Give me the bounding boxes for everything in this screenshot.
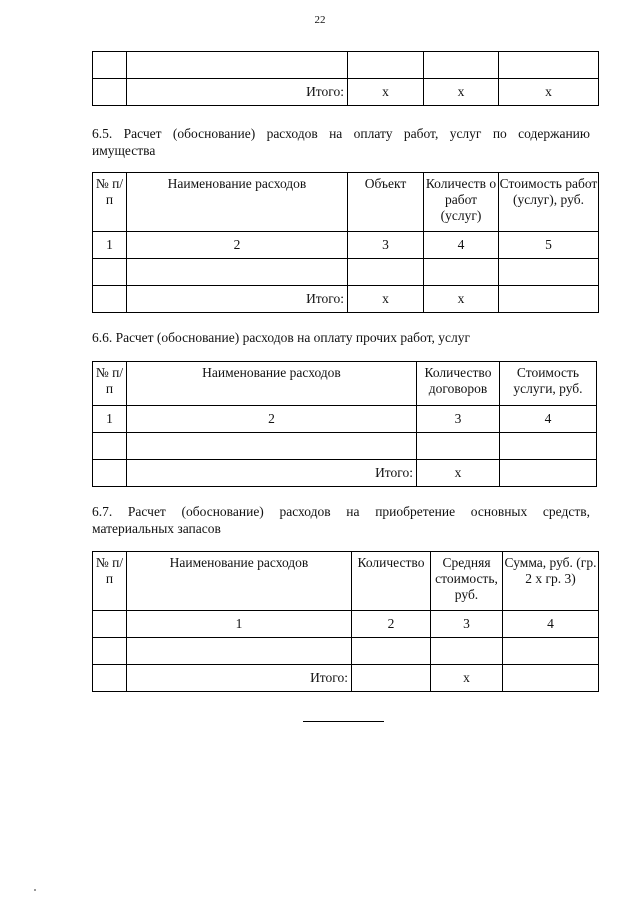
table-row xyxy=(93,259,599,286)
page-number: 22 xyxy=(314,14,326,26)
column-header: Стоимость услуги, руб. xyxy=(500,362,597,406)
table-total-row xyxy=(93,460,597,487)
column-header: Наименование расходов xyxy=(127,362,417,406)
column-header: № п/п xyxy=(93,173,127,232)
table-header-row xyxy=(93,552,599,611)
total-value: x xyxy=(348,79,424,106)
table-header-row xyxy=(93,362,597,406)
table-6-7 xyxy=(92,551,599,692)
total-label: Итого: xyxy=(127,286,348,313)
total-label: Итого: xyxy=(127,460,417,487)
section-6-5-heading-line1: 6.5. Расчет (обоснование) расходов на оплату работ, услуг по содержанию xyxy=(92,126,590,141)
table-row xyxy=(93,433,597,460)
table-6-6 xyxy=(92,361,597,487)
column-number: 1 xyxy=(93,232,127,259)
column-number: 3 xyxy=(348,232,424,259)
end-divider xyxy=(303,721,384,722)
total-value: x xyxy=(424,79,499,106)
table-total-row xyxy=(93,665,599,692)
column-number: 2 xyxy=(127,406,417,433)
column-number: 2 xyxy=(352,611,431,638)
column-header: № п/п xyxy=(93,552,127,611)
scan-speck xyxy=(34,889,36,891)
table-row xyxy=(93,638,599,665)
table-6-5 xyxy=(92,172,599,313)
total-value: x xyxy=(431,665,503,692)
table-total-row xyxy=(93,79,599,106)
column-number: 1 xyxy=(93,406,127,433)
table-top-continuation xyxy=(92,51,599,106)
section-6-6-heading: 6.6. Расчет (обоснование) расходов на оплату прочих работ, услуг xyxy=(92,330,470,345)
total-value: x xyxy=(499,79,599,106)
table-row xyxy=(93,52,599,79)
total-label: Итого: xyxy=(127,79,348,106)
column-number-row xyxy=(93,611,599,638)
total-value: x xyxy=(348,286,424,313)
section-6-7-heading xyxy=(92,503,590,537)
total-value: x xyxy=(417,460,500,487)
column-header: Количество договоров xyxy=(417,362,500,406)
table-total-row xyxy=(93,286,599,313)
column-number: 3 xyxy=(417,406,500,433)
column-number: 4 xyxy=(503,611,599,638)
total-label: Итого: xyxy=(127,665,352,692)
column-number: 4 xyxy=(424,232,499,259)
column-number: 2 xyxy=(127,232,348,259)
column-header: Объект xyxy=(348,173,424,232)
column-number: 5 xyxy=(499,232,599,259)
column-header: Сумма, руб. (гр. 2 x гр. 3) xyxy=(503,552,599,611)
column-header: Количеств о работ (услуг) xyxy=(424,173,499,232)
column-number-row xyxy=(93,406,597,433)
column-number-row xyxy=(93,232,599,259)
column-header: Наименование расходов xyxy=(127,552,352,611)
column-header: Средняя стоимость, руб. xyxy=(431,552,503,611)
column-header: Стоимость работ (услуг), руб. xyxy=(499,173,599,232)
column-header: Наименование расходов xyxy=(127,173,348,232)
column-header: № п/п xyxy=(93,362,127,406)
column-number: 4 xyxy=(500,406,597,433)
table-header-row xyxy=(93,173,599,232)
column-number: 1 xyxy=(127,611,352,638)
section-6-5-heading xyxy=(92,125,590,159)
section-6-5-heading-line2: имущества xyxy=(92,143,156,158)
section-6-7-heading-line2: материальных запасов xyxy=(92,521,221,536)
column-header: Количество xyxy=(352,552,431,611)
column-number: 3 xyxy=(431,611,503,638)
total-value: x xyxy=(424,286,499,313)
section-6-7-heading-line1: 6.7. Расчет (обоснование) расходов на приобретение основных средств, xyxy=(92,504,590,519)
